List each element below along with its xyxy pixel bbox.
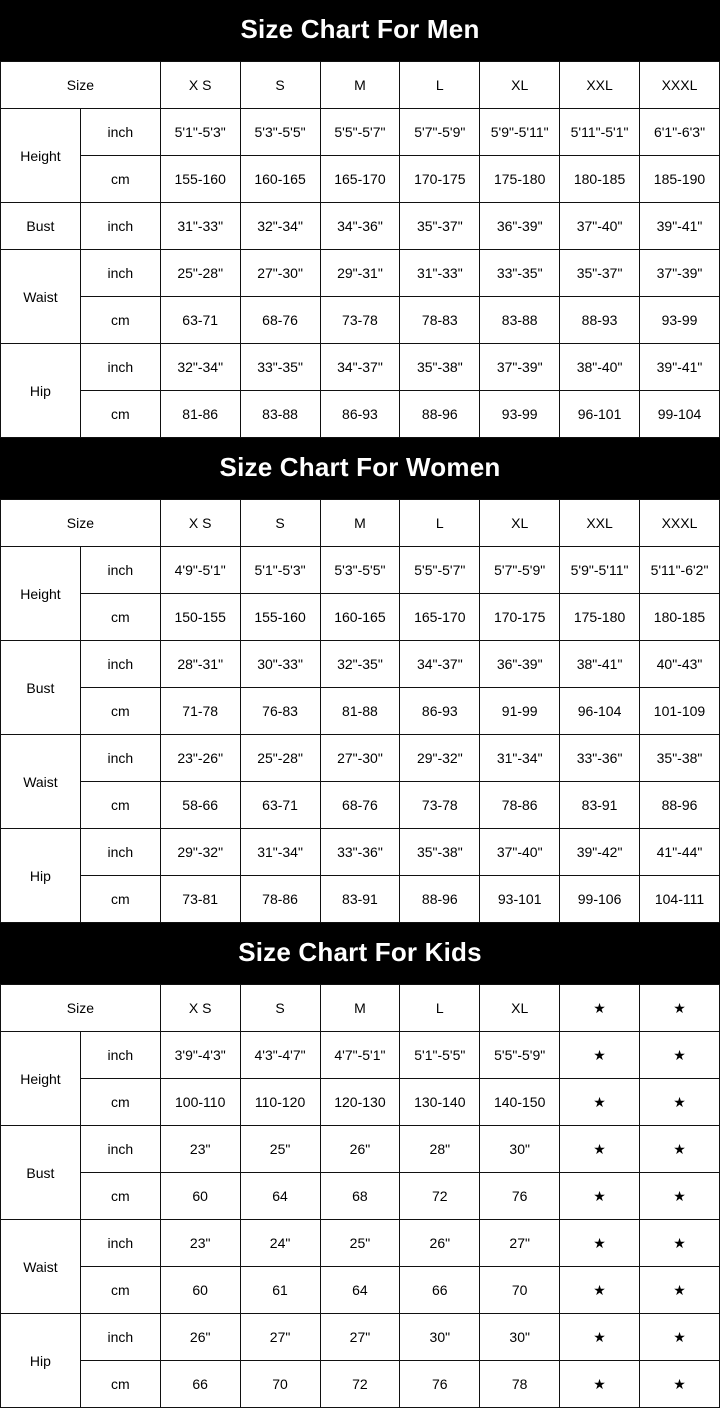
table-row (1, 1267, 720, 1314)
table-row (1, 109, 720, 156)
size-chart-block (0, 923, 720, 1408)
unit-label: inch (80, 1220, 160, 1267)
measurement-value: 32"-34" (240, 203, 320, 250)
size-header-label: Size (1, 62, 161, 109)
measurement-value: 99-106 (560, 876, 640, 923)
measurement-label: Waist (1, 1220, 81, 1314)
measurement-value: 63-71 (160, 297, 240, 344)
measurement-value: 64 (240, 1173, 320, 1220)
size-header-label: Size (1, 985, 161, 1032)
measurement-value: 6'1"-6'3" (640, 109, 720, 156)
measurement-value: ★ (640, 1126, 720, 1173)
size-chart-block (0, 438, 720, 923)
measurement-label: Waist (1, 735, 81, 829)
size-chart-block (0, 0, 720, 438)
table-row (1, 344, 720, 391)
measurement-value: 110-120 (240, 1079, 320, 1126)
unit-label: inch (80, 641, 160, 688)
measurement-label: Height (1, 109, 81, 203)
measurement-label: Bust (1, 203, 81, 250)
measurement-value: 5'1"-5'5" (400, 1032, 480, 1079)
measurement-value: 78-86 (240, 876, 320, 923)
table-row (1, 1314, 720, 1361)
unit-label: cm (80, 688, 160, 735)
measurement-value: 40"-43" (640, 641, 720, 688)
measurement-value: 86-93 (320, 391, 400, 438)
measurement-value: 3'9"-4'3" (160, 1032, 240, 1079)
unit-label: cm (80, 391, 160, 438)
measurement-value: 83-88 (480, 297, 560, 344)
measurement-label: Height (1, 1032, 81, 1126)
measurement-value: 5'9"-5'11" (560, 547, 640, 594)
measurement-value: 165-170 (400, 594, 480, 641)
measurement-value: 71-78 (160, 688, 240, 735)
measurement-value: 101-109 (640, 688, 720, 735)
measurement-value: 5'7"-5'9" (400, 109, 480, 156)
measurement-value: 30" (400, 1314, 480, 1361)
size-header-cell: X S (160, 500, 240, 547)
size-header-cell: XXXL (640, 62, 720, 109)
measurement-value: 27" (320, 1314, 400, 1361)
table-row (1, 1173, 720, 1220)
measurement-value: ★ (640, 1314, 720, 1361)
measurement-value: 58-66 (160, 782, 240, 829)
measurement-label: Hip (1, 829, 81, 923)
measurement-value: ★ (640, 1079, 720, 1126)
measurement-label: Hip (1, 1314, 81, 1408)
measurement-value: ★ (560, 1173, 640, 1220)
measurement-value: ★ (640, 1173, 720, 1220)
table-row (1, 203, 720, 250)
size-header-cell: X S (160, 62, 240, 109)
size-header-cell: XXL (560, 500, 640, 547)
measurement-value: 70 (240, 1361, 320, 1408)
measurement-value: 68 (320, 1173, 400, 1220)
measurement-value: ★ (560, 1126, 640, 1173)
measurement-value: 27" (240, 1314, 320, 1361)
measurement-value: 4'3"-4'7" (240, 1032, 320, 1079)
measurement-value: 100-110 (160, 1079, 240, 1126)
size-header-label: Size (1, 500, 161, 547)
measurement-label: Height (1, 547, 81, 641)
measurement-value: 60 (160, 1267, 240, 1314)
measurement-value: 88-93 (560, 297, 640, 344)
measurement-value: ★ (640, 1267, 720, 1314)
table-row (1, 876, 720, 923)
measurement-value: 180-185 (560, 156, 640, 203)
table-row (1, 1361, 720, 1408)
measurement-value: 31"-33" (160, 203, 240, 250)
measurement-value: 37"-39" (480, 344, 560, 391)
table-row (1, 829, 720, 876)
measurement-value: 26" (400, 1220, 480, 1267)
measurement-value: 5'11"-5'1" (560, 109, 640, 156)
unit-label: cm (80, 1361, 160, 1408)
measurement-value: 4'7"-5'1" (320, 1032, 400, 1079)
measurement-value: 25"-28" (160, 250, 240, 297)
measurement-value: 175-180 (480, 156, 560, 203)
measurement-value: 25"-28" (240, 735, 320, 782)
size-header-cell: M (320, 500, 400, 547)
measurement-value: 185-190 (640, 156, 720, 203)
unit-label: cm (80, 156, 160, 203)
measurement-value: 29"-32" (400, 735, 480, 782)
measurement-value: 64 (320, 1267, 400, 1314)
unit-label: cm (80, 1173, 160, 1220)
measurement-value: 30" (480, 1126, 560, 1173)
size-header-cell: XL (480, 500, 560, 547)
table-row (1, 1079, 720, 1126)
measurement-value: 88-96 (400, 391, 480, 438)
unit-label: inch (80, 829, 160, 876)
unit-label: cm (80, 594, 160, 641)
measurement-value: 81-86 (160, 391, 240, 438)
measurement-value: ★ (560, 1314, 640, 1361)
measurement-value: 76-83 (240, 688, 320, 735)
measurement-value: 38"-40" (560, 344, 640, 391)
size-header-cell: S (240, 500, 320, 547)
measurement-value: 73-78 (400, 782, 480, 829)
measurement-value: 33"-36" (560, 735, 640, 782)
measurement-value: ★ (560, 1079, 640, 1126)
measurement-value: 170-175 (480, 594, 560, 641)
measurement-value: 73-81 (160, 876, 240, 923)
measurement-value: 37"-40" (560, 203, 640, 250)
measurement-value: 30" (480, 1314, 560, 1361)
measurement-value: ★ (560, 1220, 640, 1267)
unit-label: inch (80, 344, 160, 391)
table-header-row (1, 500, 720, 547)
measurement-value: 39"-42" (560, 829, 640, 876)
measurement-label: Waist (1, 250, 81, 344)
size-header-cell: M (320, 985, 400, 1032)
table-row (1, 641, 720, 688)
measurement-value: 5'5"-5'7" (320, 109, 400, 156)
measurement-value: 78-86 (480, 782, 560, 829)
measurement-value: 35"-38" (640, 735, 720, 782)
measurement-value: 76 (400, 1361, 480, 1408)
measurement-value: 104-111 (640, 876, 720, 923)
measurement-value: 28"-31" (160, 641, 240, 688)
measurement-value: 32"-34" (160, 344, 240, 391)
measurement-label: Bust (1, 1126, 81, 1220)
measurement-value: 23" (160, 1126, 240, 1173)
measurement-value: 4'9"-5'1" (160, 547, 240, 594)
measurement-value: 41"-44" (640, 829, 720, 876)
measurement-value: 28" (400, 1126, 480, 1173)
table-row (1, 547, 720, 594)
size-table (0, 984, 720, 1408)
unit-label: cm (80, 876, 160, 923)
measurement-value: 27"-30" (240, 250, 320, 297)
measurement-value: 88-96 (400, 876, 480, 923)
size-header-cell: XXL (560, 62, 640, 109)
measurement-value: ★ (560, 1361, 640, 1408)
measurement-value: 36"-39" (480, 641, 560, 688)
measurement-value: 72 (320, 1361, 400, 1408)
measurement-label: Hip (1, 344, 81, 438)
measurement-value: 130-140 (400, 1079, 480, 1126)
size-header-cell: XXXL (640, 500, 720, 547)
measurement-value: 5'11"-6'2" (640, 547, 720, 594)
measurement-value: 5'3"-5'5" (320, 547, 400, 594)
measurement-value: 150-155 (160, 594, 240, 641)
unit-label: inch (80, 547, 160, 594)
measurement-value: 140-150 (480, 1079, 560, 1126)
measurement-value: 5'7"-5'9" (480, 547, 560, 594)
measurement-value: ★ (640, 1220, 720, 1267)
measurement-value: 39"-41" (640, 344, 720, 391)
measurement-value: ★ (640, 1032, 720, 1079)
measurement-value: 26" (320, 1126, 400, 1173)
unit-label: inch (80, 203, 160, 250)
measurement-value: 34"-37" (400, 641, 480, 688)
unit-label: inch (80, 109, 160, 156)
measurement-value: 33"-35" (480, 250, 560, 297)
measurement-label: Bust (1, 641, 81, 735)
measurement-value: 29"-32" (160, 829, 240, 876)
chart-title: Size Chart For Women (0, 438, 720, 499)
measurement-value: 91-99 (480, 688, 560, 735)
measurement-value: 83-88 (240, 391, 320, 438)
unit-label: cm (80, 1267, 160, 1314)
table-row (1, 391, 720, 438)
measurement-value: 24" (240, 1220, 320, 1267)
measurement-value: 35"-37" (560, 250, 640, 297)
measurement-value: 38"-41" (560, 641, 640, 688)
measurement-value: 5'9"-5'11" (480, 109, 560, 156)
measurement-value: 155-160 (240, 594, 320, 641)
measurement-value: 29"-31" (320, 250, 400, 297)
chart-title: Size Chart For Men (0, 0, 720, 61)
table-row (1, 782, 720, 829)
table-row (1, 156, 720, 203)
measurement-value: 66 (400, 1267, 480, 1314)
measurement-value: 73-78 (320, 297, 400, 344)
measurement-value: 5'5"-5'7" (400, 547, 480, 594)
measurement-value: 27"-30" (320, 735, 400, 782)
measurement-value: 78 (480, 1361, 560, 1408)
table-header-row (1, 62, 720, 109)
measurement-value: 70 (480, 1267, 560, 1314)
unit-label: inch (80, 735, 160, 782)
measurement-value: 165-170 (320, 156, 400, 203)
unit-label: cm (80, 782, 160, 829)
unit-label: inch (80, 1126, 160, 1173)
table-row (1, 250, 720, 297)
size-table (0, 61, 720, 438)
table-row (1, 1220, 720, 1267)
chart-title: Size Chart For Kids (0, 923, 720, 984)
size-header-cell: ★ (640, 985, 720, 1032)
size-header-cell: L (400, 500, 480, 547)
size-header-cell: M (320, 62, 400, 109)
measurement-value: 96-104 (560, 688, 640, 735)
measurement-value: 78-83 (400, 297, 480, 344)
size-header-cell: X S (160, 985, 240, 1032)
table-row (1, 1032, 720, 1079)
measurement-value: 61 (240, 1267, 320, 1314)
size-header-cell: XL (480, 62, 560, 109)
measurement-value: 39"-41" (640, 203, 720, 250)
measurement-value: 63-71 (240, 782, 320, 829)
measurement-value: 34"-37" (320, 344, 400, 391)
size-header-cell: L (400, 62, 480, 109)
size-table (0, 499, 720, 923)
measurement-value: 120-130 (320, 1079, 400, 1126)
measurement-value: 33"-36" (320, 829, 400, 876)
unit-label: cm (80, 1079, 160, 1126)
measurement-value: ★ (640, 1361, 720, 1408)
measurement-value: 83-91 (320, 876, 400, 923)
measurement-value: 25" (240, 1126, 320, 1173)
measurement-value: 5'1"-5'3" (240, 547, 320, 594)
measurement-value: 81-88 (320, 688, 400, 735)
measurement-value: 31"-34" (240, 829, 320, 876)
measurement-value: 37"-40" (480, 829, 560, 876)
measurement-value: 23"-26" (160, 735, 240, 782)
measurement-value: 155-160 (160, 156, 240, 203)
measurement-value: 31"-34" (480, 735, 560, 782)
measurement-value: 76 (480, 1173, 560, 1220)
measurement-value: 93-99 (480, 391, 560, 438)
measurement-value: 32"-35" (320, 641, 400, 688)
measurement-value: 25" (320, 1220, 400, 1267)
measurement-value: 31"-33" (400, 250, 480, 297)
measurement-value: 26" (160, 1314, 240, 1361)
size-header-cell: S (240, 62, 320, 109)
measurement-value: 36"-39" (480, 203, 560, 250)
measurement-value: 88-96 (640, 782, 720, 829)
measurement-value: 33"-35" (240, 344, 320, 391)
measurement-value: 68-76 (320, 782, 400, 829)
table-header-row (1, 985, 720, 1032)
size-header-cell: S (240, 985, 320, 1032)
table-row (1, 1126, 720, 1173)
unit-label: inch (80, 250, 160, 297)
unit-label: cm (80, 297, 160, 344)
measurement-value: 93-101 (480, 876, 560, 923)
size-header-cell: XL (480, 985, 560, 1032)
measurement-value: 83-91 (560, 782, 640, 829)
unit-label: inch (80, 1032, 160, 1079)
measurement-value: 93-99 (640, 297, 720, 344)
size-header-cell: ★ (560, 985, 640, 1032)
measurement-value: 5'3"-5'5" (240, 109, 320, 156)
measurement-value: 27" (480, 1220, 560, 1267)
measurement-value: 86-93 (400, 688, 480, 735)
measurement-value: 96-101 (560, 391, 640, 438)
measurement-value: 66 (160, 1361, 240, 1408)
measurement-value: 5'5"-5'9" (480, 1032, 560, 1079)
unit-label: inch (80, 1314, 160, 1361)
size-header-cell: L (400, 985, 480, 1032)
table-row (1, 735, 720, 782)
measurement-value: 175-180 (560, 594, 640, 641)
measurement-value: ★ (560, 1267, 640, 1314)
measurement-value: 35"-38" (400, 829, 480, 876)
measurement-value: 99-104 (640, 391, 720, 438)
measurement-value: 72 (400, 1173, 480, 1220)
measurement-value: 68-76 (240, 297, 320, 344)
measurement-value: 23" (160, 1220, 240, 1267)
measurement-value: 5'1"-5'3" (160, 109, 240, 156)
measurement-value: ★ (560, 1032, 640, 1079)
table-row (1, 594, 720, 641)
measurement-value: 160-165 (240, 156, 320, 203)
measurement-value: 180-185 (640, 594, 720, 641)
measurement-value: 37"-39" (640, 250, 720, 297)
measurement-value: 35"-37" (400, 203, 480, 250)
measurement-value: 60 (160, 1173, 240, 1220)
measurement-value: 35"-38" (400, 344, 480, 391)
measurement-value: 170-175 (400, 156, 480, 203)
measurement-value: 160-165 (320, 594, 400, 641)
table-row (1, 297, 720, 344)
measurement-value: 34"-36" (320, 203, 400, 250)
table-row (1, 688, 720, 735)
measurement-value: 30"-33" (240, 641, 320, 688)
